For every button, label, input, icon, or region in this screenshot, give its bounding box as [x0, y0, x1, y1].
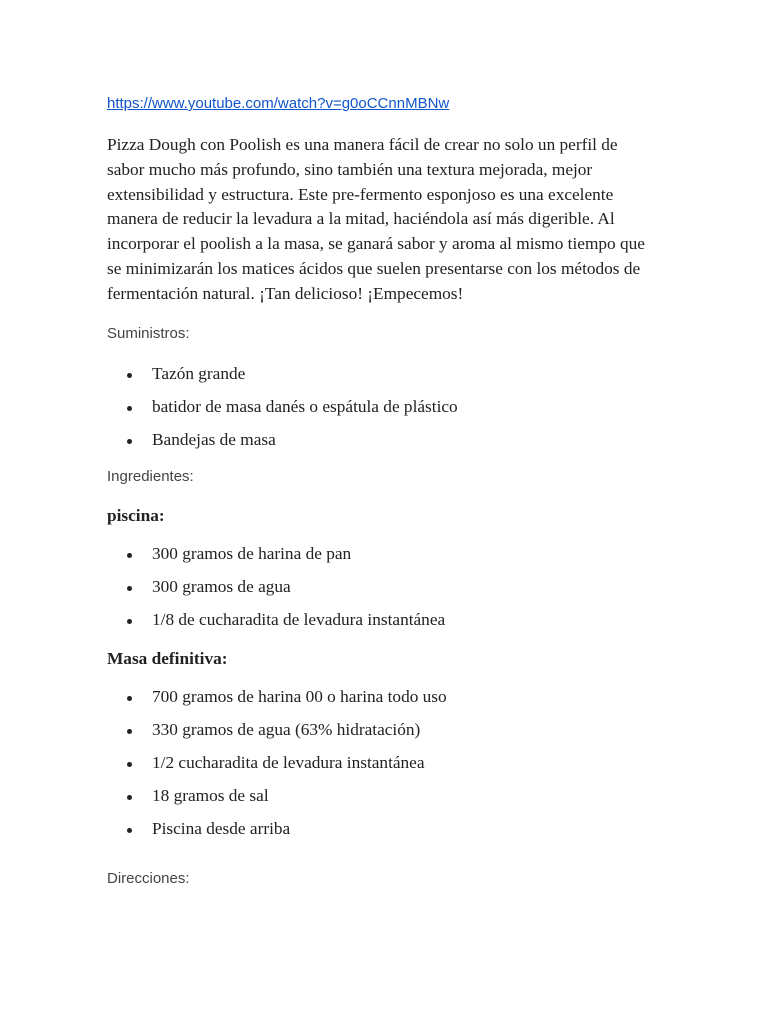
- list-item: [107, 364, 458, 397]
- list-item-text: Bandejas de masa: [152, 430, 276, 449]
- youtube-link[interactable]: https://www.youtube.com/watch?v=g0oCCnnMBNw: [107, 95, 450, 112]
- list-item-text: Tazón grande: [152, 364, 246, 383]
- list-item: [107, 610, 445, 643]
- list-item-text: 330 gramos de agua (63% hidratación): [152, 720, 421, 739]
- list-item-text: 1/2 cucharadita de levadura instantánea: [152, 753, 425, 772]
- bullet-icon: [127, 828, 132, 833]
- list-item: [107, 786, 447, 819]
- bullet-icon: [127, 795, 132, 800]
- ingredients-label: Ingredientes:: [107, 468, 194, 485]
- bullet-icon: [127, 729, 132, 734]
- supplies-list: [107, 364, 458, 463]
- bullet-icon: [127, 553, 132, 558]
- list-item: [107, 687, 447, 720]
- list-item: [107, 819, 447, 852]
- list-item-text: 1/8 de cucharadita de levadura instantánea: [152, 610, 446, 629]
- list-item: [107, 753, 447, 786]
- list-item: [107, 397, 458, 430]
- list-item-text: 18 gramos de sal: [152, 786, 269, 805]
- list-item: [107, 577, 445, 610]
- final-dough-heading: Masa definitiva:: [107, 649, 228, 668]
- bullet-icon: [127, 762, 132, 767]
- list-item-text: 700 gramos de harina 00 o harina todo uso: [152, 687, 447, 706]
- final-dough-list: [107, 687, 447, 852]
- supplies-label: Suministros:: [107, 325, 190, 342]
- list-item-text: 300 gramos de harina de pan: [152, 544, 352, 563]
- list-item: [107, 720, 447, 753]
- intro-paragraph: Pizza Dough con Poolish es una manera fácil de crear no solo un perfil de sabor mucho más profundo, sino también una textura mejorada, mejor extensibilidad y estructura. Este pre-fermento esponjoso es una excelente manera de reducir la levadura a la mitad, haciéndola así más digerible. Al incorporar el poolish a la masa, se ganará sabor y aroma al mismo tiempo que se minimizarán los matices ácidos que suelen presentarse con los métodos de fermentación natural. ¡Tan delicioso! ¡Empecemos!: [107, 135, 645, 303]
- bullet-icon: [127, 586, 132, 591]
- bullet-icon: [127, 619, 132, 624]
- poolish-heading: piscina:: [107, 506, 165, 525]
- list-item-text: 300 gramos de agua: [152, 577, 291, 596]
- list-item-text: Piscina desde arriba: [152, 819, 291, 838]
- list-item-text: batidor de masa danés o espátula de plástico: [152, 397, 458, 416]
- list-item: [107, 544, 445, 577]
- list-item: [107, 430, 458, 463]
- poolish-list: [107, 544, 445, 643]
- directions-label: Direcciones:: [107, 870, 190, 887]
- bullet-icon: [127, 373, 132, 378]
- bullet-icon: [127, 696, 132, 701]
- bullet-icon: [127, 406, 132, 411]
- bullet-icon: [127, 439, 132, 444]
